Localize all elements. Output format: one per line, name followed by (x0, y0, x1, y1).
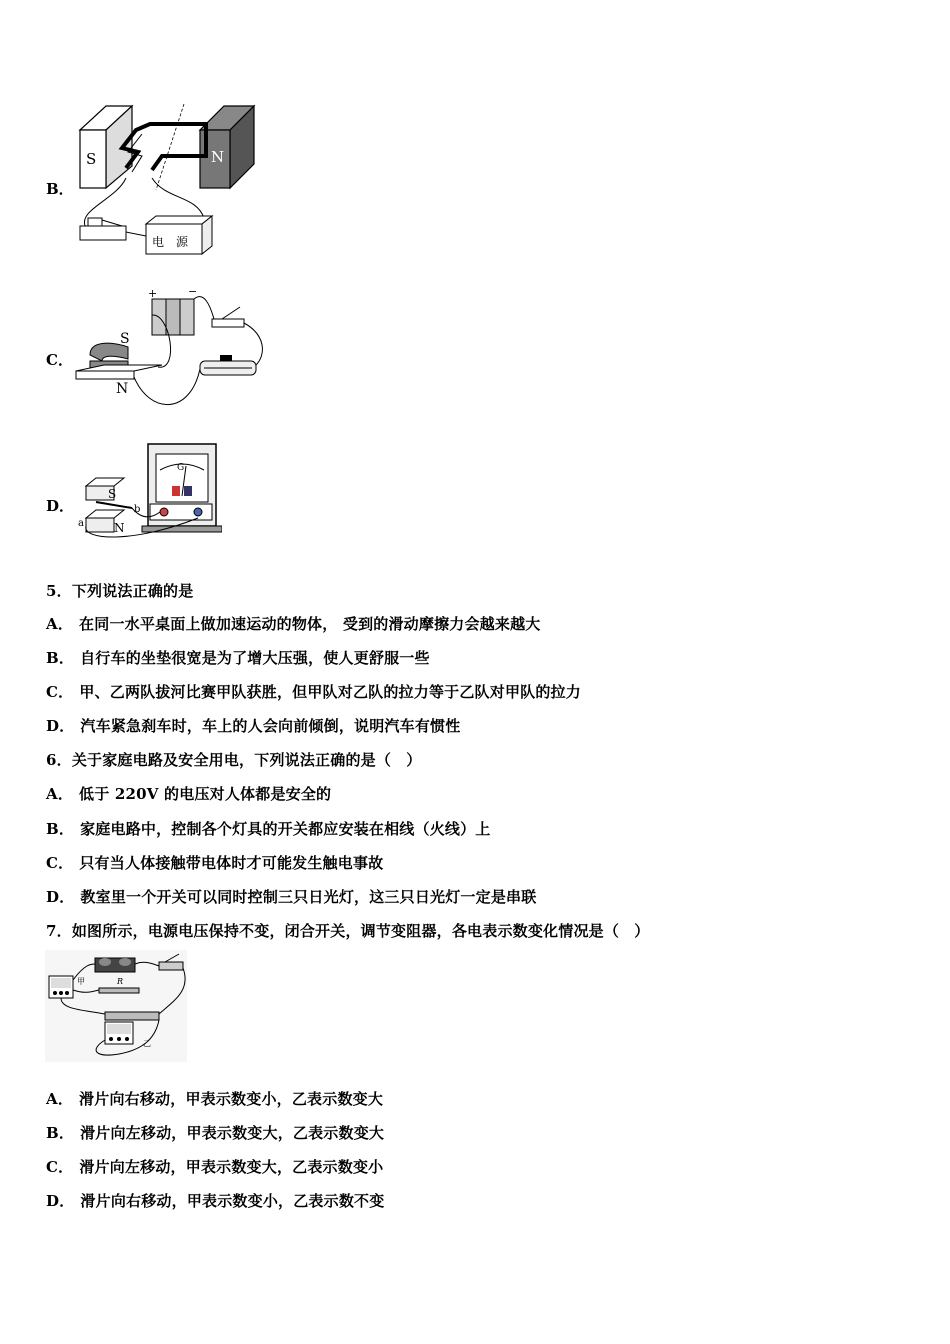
option-text: 甲、乙两队拔河比赛甲队获胜，但甲队对乙队的拉力等于乙队对甲队的拉力 (79, 683, 581, 701)
option-label: B． (46, 1124, 75, 1142)
option-label: A． (46, 785, 74, 803)
option-label: A． (46, 615, 74, 633)
q7-option-d (46, 1190, 384, 1211)
q6-option-a (46, 783, 331, 804)
option-text: 家庭电路中，控制各个灯具的开关都应安装在相线（火线）上 (80, 820, 491, 838)
option-label: B． (46, 649, 75, 667)
fig-c-n-pole: N (116, 381, 129, 397)
q5-stem: 5．下列说法正确的是 (46, 582, 194, 600)
option-text: 教室里一个开关可以同时控制三只日光灯，这三只日光灯一定是串联 (80, 888, 537, 906)
fig-b-power-label: 电 源 (152, 235, 189, 249)
generator-figure (70, 285, 270, 415)
option-text: 只有当人体接触带电体时才可能发生触电事故 (79, 854, 384, 872)
fig-q7-r-label: R (117, 977, 124, 986)
fig-q7-yi-label: 乙 (143, 1039, 151, 1048)
q6-option-b (46, 818, 491, 839)
option-label: C． (46, 854, 74, 872)
fig-c-s-pole: S (120, 331, 130, 347)
option-b-label: B． (46, 180, 74, 198)
option-text: 在同一水平桌面上做加速运动的物体， 受到的滑动摩擦力会越来越大 (79, 615, 541, 633)
fig-d-a-label: a (78, 518, 84, 529)
option-text: 滑片向左移动，甲表示数变大，乙表示数变小 (79, 1158, 384, 1176)
option-text: 低于 220V 的电压对人体都是安全的 (79, 785, 332, 803)
q7-option-b (46, 1122, 384, 1143)
option-c-label: C． (46, 351, 73, 369)
q6-option-d (46, 886, 536, 907)
fig-b-s-pole: S (86, 150, 97, 168)
circuit-meters-figure (45, 950, 187, 1062)
option-label: C． (46, 1158, 74, 1176)
q7-option-c (46, 1156, 383, 1177)
fig-d-g-label: G (177, 463, 185, 473)
q7-stem: 7．如图所示，电源电压保持不变，闭合开关，调节变阻器，各电表示数变化情况是（ ） (46, 922, 650, 940)
fig-d-s-pole: S (108, 487, 117, 501)
option-label: D． (46, 888, 75, 906)
fig-b-n-pole: N (211, 148, 225, 166)
option-text: 滑片向左移动，甲表示数变大，乙表示数变大 (80, 1124, 385, 1142)
fig-c-minus: − (188, 285, 198, 298)
motor-principle-figure (66, 100, 266, 260)
q7-option-a (46, 1088, 383, 1109)
fig-d-b-label: b (134, 504, 141, 515)
fig-c-plus: + (148, 287, 158, 300)
q6-option-c (46, 852, 383, 873)
q5-option-d (46, 715, 460, 736)
fig-d-n-pole: N (114, 521, 125, 535)
q5-option-b (46, 647, 430, 668)
option-text: 自行车的坐垫很宽是为了增大压强，使人更舒服一些 (80, 649, 430, 667)
option-label: C． (46, 683, 74, 701)
option-d-label: D． (46, 497, 75, 515)
option-text: 滑片向右移动，甲表示数变小，乙表示数变大 (79, 1090, 384, 1108)
option-label: D． (46, 717, 75, 735)
q5-option-a (46, 613, 540, 634)
option-label: D． (46, 1192, 75, 1210)
fig-q7-jia-label: 甲 (77, 977, 85, 986)
option-label: A． (46, 1090, 74, 1108)
q6-stem: 6．关于家庭电路及安全用电，下列说法正确的是（ ） (46, 751, 422, 769)
q5-option-c (46, 681, 581, 702)
option-text: 滑片向右移动，甲表示数变小，乙表示数不变 (80, 1192, 385, 1210)
galvanometer-figure (72, 440, 222, 550)
option-text: 汽车紧急刹车时，车上的人会向前倾倒，说明汽车有惯性 (80, 717, 461, 735)
option-label: B． (46, 820, 75, 838)
